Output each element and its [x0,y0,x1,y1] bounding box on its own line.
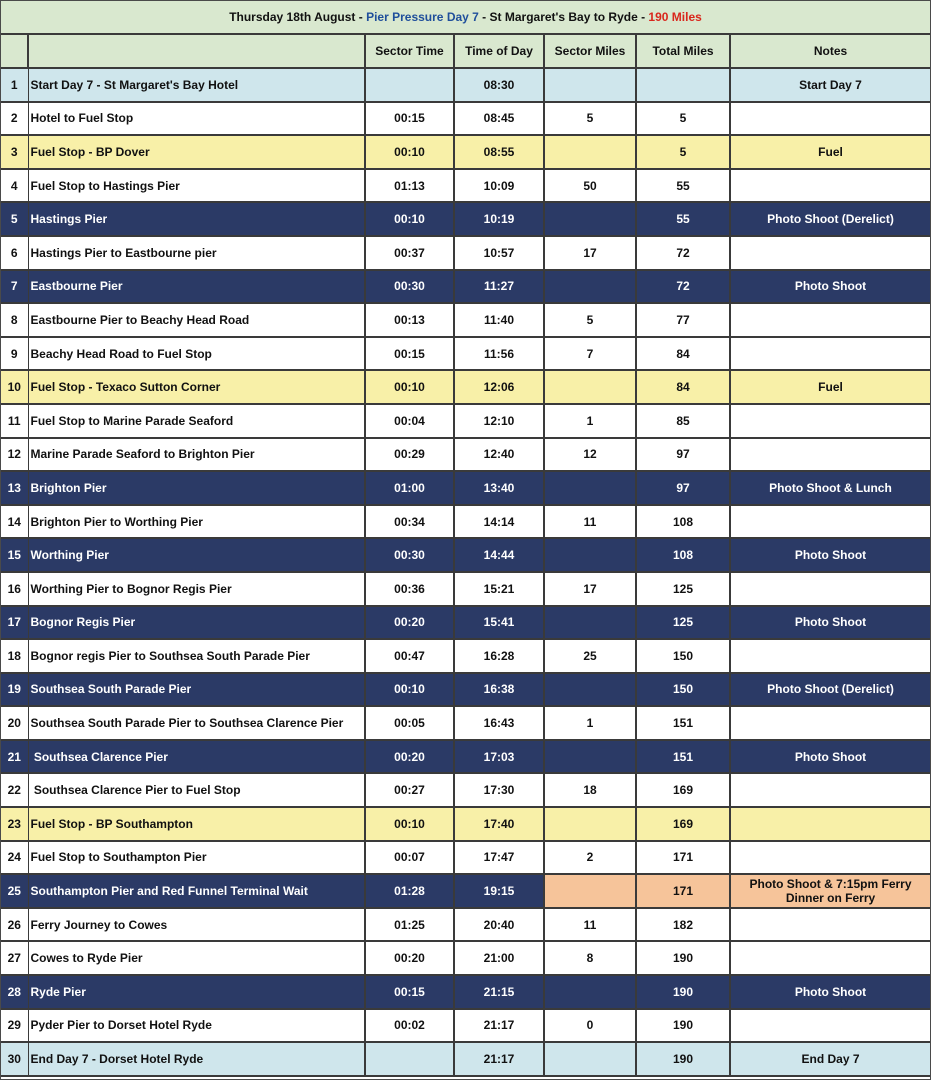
row-sector-time: 00:20 [365,740,454,774]
row-time-of-day: 13:40 [454,471,544,505]
row-sector-miles [544,975,636,1009]
row-sector-time: 00:36 [365,572,454,606]
row-total-miles: 84 [636,370,730,404]
row-notes [730,303,930,337]
row-notes: End Day 7 [730,1042,930,1076]
row-sector-time: 00:07 [365,841,454,875]
column-header-total-miles: Total Miles [636,35,730,68]
row-description: Eastbourne Pier [28,270,365,304]
row-description: Hastings Pier [28,202,365,236]
title-separator: - [637,10,649,24]
row-total-miles: 151 [636,740,730,774]
row-number: 9 [1,337,28,371]
table-row [1,941,930,975]
row-notes [730,908,930,942]
row-time-of-day: 17:03 [454,740,544,774]
row-description: End Day 7 - Dorset Hotel Ryde [28,1042,365,1076]
row-sector-miles: 5 [544,102,636,136]
column-header-sector-miles: Sector Miles [544,35,636,68]
row-description: Bognor Regis Pier [28,606,365,640]
row-notes [730,102,930,136]
row-number: 7 [1,270,28,304]
row-sector-time: 00:10 [365,370,454,404]
table-row [1,975,930,1009]
row-description: Marine Parade Seaford to Brighton Pier [28,438,365,472]
table-row [1,102,930,136]
row-notes [730,505,930,539]
row-notes [730,639,930,673]
row-time-of-day: 21:15 [454,975,544,1009]
row-notes [730,706,930,740]
row-notes: Start Day 7 [730,68,930,102]
row-sector-miles: 25 [544,639,636,673]
row-description: Worthing Pier to Bognor Regis Pier [28,572,365,606]
row-total-miles: 169 [636,807,730,841]
title-separator: - [355,10,367,24]
row-time-of-day: 08:55 [454,135,544,169]
row-time-of-day: 12:10 [454,404,544,438]
row-number: 19 [1,673,28,707]
table-row [1,572,930,606]
row-description: Hotel to Fuel Stop [28,102,365,136]
row-time-of-day: 10:19 [454,202,544,236]
row-sector-miles [544,135,636,169]
row-notes [730,841,930,875]
row-time-of-day: 11:56 [454,337,544,371]
row-time-of-day: 16:28 [454,639,544,673]
row-sector-miles: 11 [544,505,636,539]
table-row [1,908,930,942]
table-row [1,1009,930,1043]
row-notes: Photo Shoot [730,975,930,1009]
row-sector-miles: 11 [544,908,636,942]
row-sector-time: 00:04 [365,404,454,438]
row-description: Ryde Pier [28,975,365,1009]
row-number: 27 [1,941,28,975]
row-time-of-day: 20:40 [454,908,544,942]
title-miles: 190 Miles [648,10,702,24]
row-notes [730,404,930,438]
row-description: Hastings Pier to Eastbourne pier [28,236,365,270]
row-description: Brighton Pier [28,471,365,505]
row-time-of-day: 08:30 [454,68,544,102]
row-number: 8 [1,303,28,337]
row-sector-miles: 7 [544,337,636,371]
row-total-miles: 190 [636,975,730,1009]
row-time-of-day: 21:00 [454,941,544,975]
row-sector-miles [544,874,636,908]
table-row [1,639,930,673]
row-notes [730,1009,930,1043]
row-sector-time: 00:30 [365,270,454,304]
row-number: 4 [1,169,28,203]
row-description: Southampton Pier and Red Funnel Terminal Wait [28,874,365,908]
row-notes: Photo Shoot (Derelict) [730,673,930,707]
row-sector-time: 00:20 [365,941,454,975]
row-time-of-day: 21:17 [454,1009,544,1043]
row-number: 14 [1,505,28,539]
row-notes [730,438,930,472]
row-number: 12 [1,438,28,472]
table-row [1,236,930,270]
row-notes [730,773,930,807]
row-sector-time: 00:10 [365,807,454,841]
row-sector-miles [544,1042,636,1076]
row-total-miles: 108 [636,505,730,539]
itinerary-table [1,35,930,1077]
row-number: 28 [1,975,28,1009]
row-description: Fuel Stop to Marine Parade Seaford [28,404,365,438]
row-sector-time: 00:29 [365,438,454,472]
row-sector-miles: 1 [544,706,636,740]
row-time-of-day: 16:38 [454,673,544,707]
row-description: Southsea South Parade Pier to Southsea Clarence Pier [28,706,365,740]
table-row [1,740,930,774]
row-time-of-day: 17:40 [454,807,544,841]
row-total-miles: 55 [636,202,730,236]
row-number: 10 [1,370,28,404]
row-description: Bognor regis Pier to Southsea South Parade Pier [28,639,365,673]
row-total-miles: 171 [636,874,730,908]
table-row [1,404,930,438]
row-total-miles: 85 [636,404,730,438]
row-number: 29 [1,1009,28,1043]
row-total-miles [636,68,730,102]
row-total-miles: 182 [636,908,730,942]
row-sector-miles [544,202,636,236]
row-total-miles: 125 [636,606,730,640]
row-notes: Fuel [730,135,930,169]
row-description: Southsea South Parade Pier [28,673,365,707]
row-time-of-day: 17:30 [454,773,544,807]
row-total-miles: 5 [636,102,730,136]
row-number: 17 [1,606,28,640]
row-time-of-day: 14:14 [454,505,544,539]
row-time-of-day: 10:57 [454,236,544,270]
row-total-miles: 97 [636,471,730,505]
row-number: 2 [1,102,28,136]
table-row [1,270,930,304]
row-number: 25 [1,874,28,908]
row-sector-time: 01:25 [365,908,454,942]
table-row [1,135,930,169]
title-date: Thursday 18th August [229,10,356,24]
row-number: 16 [1,572,28,606]
column-header-sector-time: Sector Time [365,35,454,68]
table-row [1,68,930,102]
row-number: 18 [1,639,28,673]
table-header-row [1,35,930,68]
row-sector-time [365,1042,454,1076]
row-sector-miles: 0 [544,1009,636,1043]
table-row [1,773,930,807]
row-total-miles: 72 [636,270,730,304]
row-number: 11 [1,404,28,438]
column-header-description [28,35,365,68]
row-sector-time: 00:02 [365,1009,454,1043]
row-sector-miles [544,270,636,304]
row-time-of-day: 12:40 [454,438,544,472]
row-sector-miles: 17 [544,236,636,270]
row-sector-time: 01:13 [365,169,454,203]
row-number: 21 [1,740,28,774]
row-sector-time: 00:37 [365,236,454,270]
row-notes: Photo Shoot & 7:15pm Ferry Dinner on Ferry [730,874,930,908]
row-notes [730,807,930,841]
row-total-miles: 84 [636,337,730,371]
row-time-of-day: 14:44 [454,538,544,572]
row-time-of-day: 11:40 [454,303,544,337]
row-sector-time: 01:00 [365,471,454,505]
row-number: 3 [1,135,28,169]
row-number: 1 [1,68,28,102]
row-sector-time: 00:10 [365,202,454,236]
row-sector-miles [544,68,636,102]
row-description: Eastbourne Pier to Beachy Head Road [28,303,365,337]
table-row [1,169,930,203]
row-description: Ferry Journey to Cowes [28,908,365,942]
row-sector-miles [544,538,636,572]
row-description: Fuel Stop - BP Dover [28,135,365,169]
row-notes: Photo Shoot [730,740,930,774]
itinerary-title [1,1,930,35]
column-header-time-of-day: Time of Day [454,35,544,68]
table-row [1,1042,930,1076]
table-row [1,841,930,875]
row-time-of-day: 15:41 [454,606,544,640]
table-row [1,673,930,707]
row-sector-time [365,68,454,102]
row-total-miles: 190 [636,941,730,975]
table-row [1,202,930,236]
row-notes: Photo Shoot [730,270,930,304]
row-notes: Photo Shoot [730,538,930,572]
table-row [1,807,930,841]
row-total-miles: 190 [636,1042,730,1076]
table-row [1,706,930,740]
row-description: Fuel Stop - BP Southampton [28,807,365,841]
row-notes: Photo Shoot & Lunch [730,471,930,505]
column-header-notes: Notes [730,35,930,68]
row-description: Beachy Head Road to Fuel Stop [28,337,365,371]
table-row [1,337,930,371]
table-row [1,538,930,572]
row-description: Fuel Stop to Hastings Pier [28,169,365,203]
row-notes [730,169,930,203]
table-row [1,303,930,337]
row-description: Worthing Pier [28,538,365,572]
row-time-of-day: 21:17 [454,1042,544,1076]
row-sector-miles [544,606,636,640]
row-total-miles: 77 [636,303,730,337]
row-sector-time: 00:10 [365,673,454,707]
row-number: 15 [1,538,28,572]
row-sector-time: 01:28 [365,874,454,908]
row-time-of-day: 12:06 [454,370,544,404]
row-total-miles: 150 [636,673,730,707]
row-description: Southsea Clarence Pier [28,740,365,774]
row-total-miles: 150 [636,639,730,673]
table-row [1,438,930,472]
row-time-of-day: 15:21 [454,572,544,606]
row-time-of-day: 19:15 [454,874,544,908]
row-sector-time: 00:15 [365,975,454,1009]
row-number: 13 [1,471,28,505]
row-sector-time: 00:15 [365,337,454,371]
row-total-miles: 151 [636,706,730,740]
table-row [1,874,930,908]
row-sector-time: 00:10 [365,135,454,169]
row-sector-miles [544,807,636,841]
row-time-of-day: 16:43 [454,706,544,740]
row-sector-miles: 1 [544,404,636,438]
row-sector-time: 00:13 [365,303,454,337]
row-sector-miles [544,471,636,505]
title-day: Pier Pressure Day 7 [366,10,479,24]
table-row [1,370,930,404]
row-time-of-day: 17:47 [454,841,544,875]
row-sector-time: 00:47 [365,639,454,673]
row-time-of-day: 08:45 [454,102,544,136]
row-notes [730,337,930,371]
row-number: 6 [1,236,28,270]
table-row [1,505,930,539]
row-description: Cowes to Ryde Pier [28,941,365,975]
column-header-num [1,35,28,68]
row-number: 20 [1,706,28,740]
row-description: Pyder Pier to Dorset Hotel Ryde [28,1009,365,1043]
row-notes: Photo Shoot (Derelict) [730,202,930,236]
title-separator: - [478,10,490,24]
row-description: Start Day 7 - St Margaret's Bay Hotel [28,68,365,102]
row-time-of-day: 10:09 [454,169,544,203]
row-total-miles: 171 [636,841,730,875]
row-sector-time: 00:34 [365,505,454,539]
row-sector-miles: 8 [544,941,636,975]
row-total-miles: 108 [636,538,730,572]
row-sector-miles: 5 [544,303,636,337]
row-sector-miles: 12 [544,438,636,472]
row-total-miles: 5 [636,135,730,169]
row-total-miles: 125 [636,572,730,606]
row-sector-time: 00:05 [365,706,454,740]
row-description: Brighton Pier to Worthing Pier [28,505,365,539]
row-sector-miles: 2 [544,841,636,875]
row-notes [730,941,930,975]
row-total-miles: 190 [636,1009,730,1043]
row-total-miles: 97 [636,438,730,472]
row-number: 5 [1,202,28,236]
row-sector-time: 00:30 [365,538,454,572]
row-sector-miles: 50 [544,169,636,203]
row-sector-miles: 17 [544,572,636,606]
table-body [1,68,930,1076]
row-total-miles: 169 [636,773,730,807]
title-route: St Margaret's Bay to Ryde [489,10,638,24]
row-number: 30 [1,1042,28,1076]
row-time-of-day: 11:27 [454,270,544,304]
table-row [1,606,930,640]
row-sector-time: 00:27 [365,773,454,807]
row-sector-miles: 18 [544,773,636,807]
row-description: Fuel Stop to Southampton Pier [28,841,365,875]
row-notes [730,572,930,606]
row-notes: Fuel [730,370,930,404]
row-number: 23 [1,807,28,841]
row-sector-time: 00:20 [365,606,454,640]
row-description: Southsea Clarence Pier to Fuel Stop [28,773,365,807]
row-number: 24 [1,841,28,875]
row-description: Fuel Stop - Texaco Sutton Corner [28,370,365,404]
row-number: 26 [1,908,28,942]
row-number: 22 [1,773,28,807]
row-sector-miles [544,673,636,707]
row-total-miles: 55 [636,169,730,203]
row-sector-miles [544,370,636,404]
row-notes: Photo Shoot [730,606,930,640]
row-sector-time: 00:15 [365,102,454,136]
row-notes [730,236,930,270]
row-sector-miles [544,740,636,774]
table-row [1,471,930,505]
row-total-miles: 72 [636,236,730,270]
